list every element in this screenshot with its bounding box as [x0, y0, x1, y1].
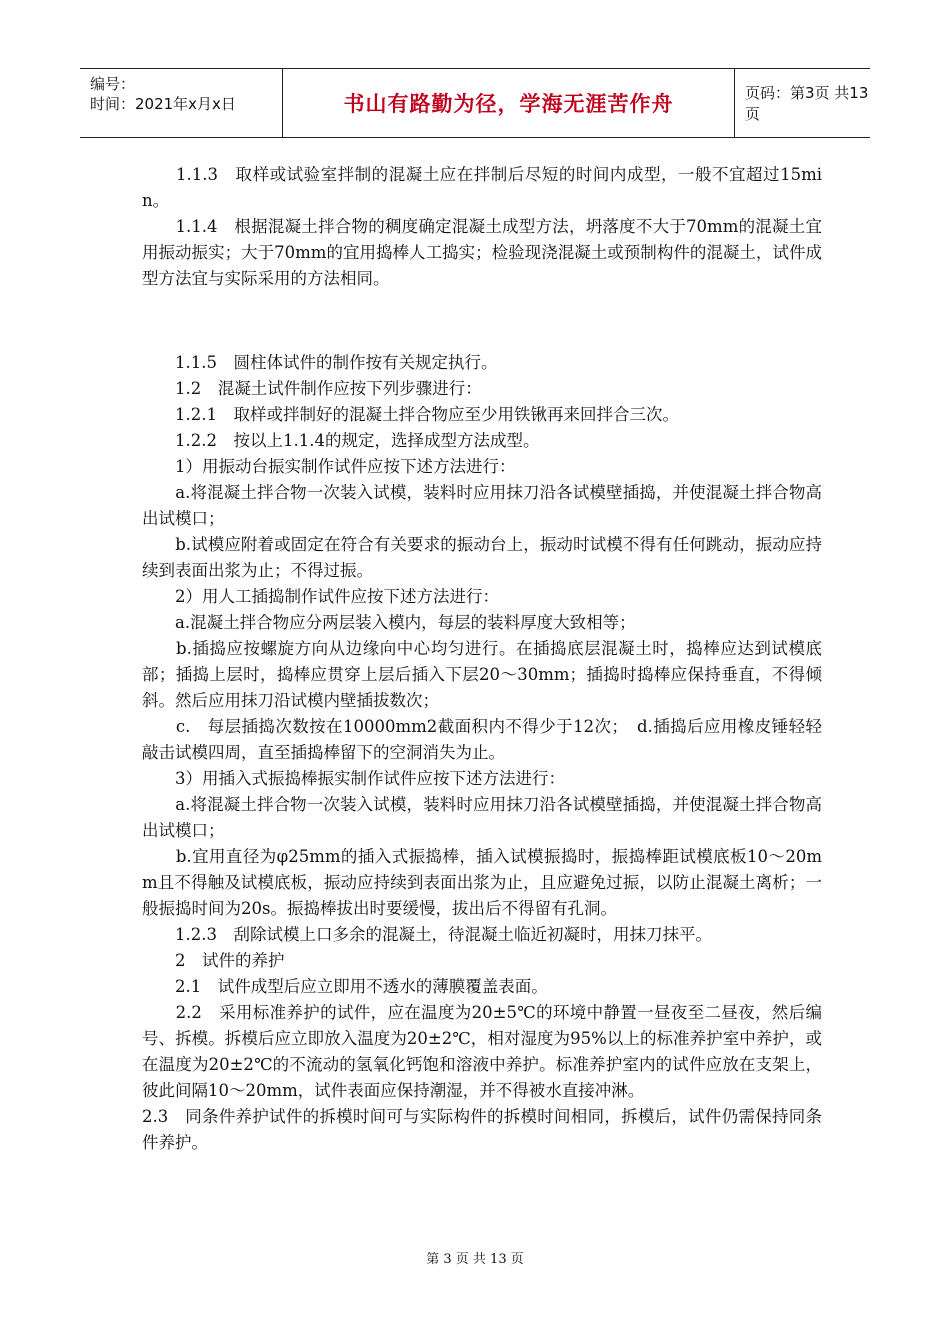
- body-paragraph: 1.2.3 刮除试模上口多余的混凝土，待混凝土临近初凝时，用抹刀抹平。: [142, 925, 712, 944]
- body-paragraph: 1）用振动台振实制作试件应按下述方法进行：: [142, 457, 516, 476]
- body-paragraph: a.将混凝土拌合物一次装入试模，装料时应用抹刀沿各试模壁插捣，并使混凝土拌合物高出试模口；: [142, 483, 822, 528]
- header-page-number: 页码：第3页 共13页: [745, 84, 869, 123]
- body-paragraph: 2.2 采用标准养护的试件，应在温度为20±5℃的环境中静置一昼夜至二昼夜，然后编号、拆模。拆模后应立即放入温度为20±2℃，相对湿度为95%以上的标准养护室中养护，或在温度为20±2℃的不流动的氢氧化钙饱和溶液中养护。标准养护室内的试件应放在支架上，彼此间隔10～20mm，试件表面应保持潮湿，并不得被水直接冲淋。: [142, 1003, 822, 1100]
- body-paragraph: 1.2 混凝土试件制作应按下列步骤进行：: [142, 379, 482, 398]
- body-paragraph: a.将混凝土拌合物一次装入试模，装料时应用抹刀沿各试模壁插捣，并使混凝土拌合物高出试模口；: [142, 795, 822, 840]
- body-paragraph: 2）用人工插捣制作试件应按下述方法进行：: [142, 587, 499, 606]
- header-info-cell: [80, 69, 283, 137]
- body-paragraph: 1.1.3 取样或试验室拌制的混凝土应在拌制后尽短的时间内成型，一般不宜超过15min。: [142, 165, 822, 210]
- body-paragraph: 1.1.4 根据混凝土拌合物的稠度确定混凝土成型方法，坍落度不大于70mm的混凝土宜用振动振实；大于70mm的宜用捣棒人工捣实；检验现浇混凝土或预制构件的混凝土，试件成型方法宜与实际采用的方法相同。: [142, 217, 822, 288]
- body-paragraph: 1.1.5 圆柱体试件的制作按有关规定执行。: [142, 353, 498, 372]
- body-paragraph: b.试模应附着或固定在符合有关要求的振动台上，振动时试模不得有任何跳动，振动应持续到表面出浆为止；不得过振。: [142, 535, 822, 580]
- body-paragraph: 3）用插入式振捣棒振实制作试件应按下述方法进行：: [142, 769, 565, 788]
- document-number-label: 编号：: [90, 75, 136, 93]
- body-paragraph: 1.2.2 按以上1.1.4的规定，选择成型方法成型。: [142, 431, 540, 450]
- document-date-label: 时间：2021年x月x日: [90, 95, 236, 113]
- body-paragraph: 2 试件的养护: [142, 951, 285, 970]
- body-paragraph: a.混凝土拌合物应分两层装入模内，每层的装料厚度大致相等；: [142, 613, 636, 632]
- body-paragraph: c. 每层插捣次数按在10000mm2截面积内不得少于12次； d.插捣后应用橡皮锤轻轻敲击试模四周，直至插捣棒留下的空洞消失为止。: [142, 717, 822, 762]
- document-body: [142, 162, 822, 1156]
- body-paragraph: 2.3 同条件养护试件的拆模时间可与实际构件的拆模时间相同，拆模后，试件仍需保持同条件养护。: [142, 1107, 822, 1152]
- header-page-cell: [735, 69, 870, 137]
- header-motto: 书山有路勤为径，学海无涯苦作舟: [343, 92, 674, 116]
- paragraph-spacer: [142, 308, 822, 334]
- page-header: [80, 68, 870, 138]
- page-footer: 第 3 页 共 13 页: [426, 1252, 524, 1267]
- body-paragraph: 1.2.1 取样或拌制好的混凝土拌合物应至少用铁锹再来回拌合三次。: [142, 405, 679, 424]
- body-paragraph: 2.1 试件成型后应立即用不透水的薄膜覆盖表面。: [142, 977, 548, 996]
- body-paragraph: b.插捣应按螺旋方向从边缘向中心均匀进行。在插捣底层混凝土时，捣棒应达到试模底部；插捣上层时，捣棒应贯穿上层后插入下层20～30mm；插捣时捣棒应保持垂直，不得倾斜。然后应用抹刀沿试模内壁插拔数次；: [142, 639, 822, 710]
- header-motto-cell: [283, 69, 735, 137]
- body-paragraph: b.宜用直径为φ25mm的插入式振捣棒，插入试模振捣时，振捣棒距试模底板10～20mm且不得触及试模底板，振动应持续到表面出浆为止，且应避免过振，以防止混凝土离析；一般振捣时间为20s。振捣棒拔出时要缓慢，拔出后不得留有孔洞。: [142, 847, 822, 918]
